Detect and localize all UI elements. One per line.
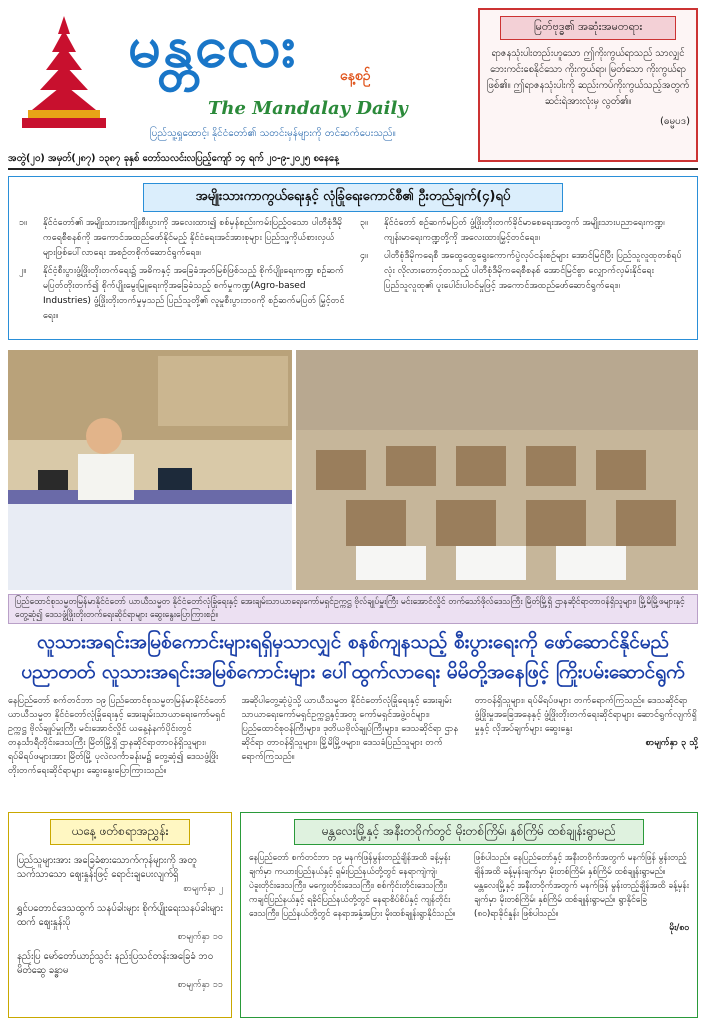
article-column: နေပြည်တော် စက်တင်ဘာ ၁၉ ပြည်ထောင်စုသမ္မတမြန်မာနိုင်ငံတော် ယာယီသမ္မတ နိုင်ငံတော်လုံခြုံရေးနှင့် အေးချမ်းသာယာရေးကော်မရှင်ဥက္ကဋ္ဌ ဗိုလ်ချုပ်မှူးကြီး မင်းအောင်လှိုင် ယနေ့နံနက်ပိုင်းတွင် တနင်္သာရီတိုင်းဒေသကြီး မြိတ်မြို့ရှိ ဌာနဆိုင်ရာတာဝန်ရှိသူများ၊ ရပ်မိရပ်ဖများအား မြိတ်မြို့ ပုလဲလင်္ကာခန်းမ၌ တွေ့ဆုံ၍ ဒေသဖွံ့ဖြိုးတိုးတက်ရေးဆိုင်ရာများ ဆွေးနွေးပြောကြားသည်။ (8, 696, 227, 776)
quote-title: မြတ်ဗုဒ္ဓ၏ အဆုံးအမတရား (500, 16, 676, 40)
weather-title: မန္တလေးမြို့နှင့် အနီးတဝိုက်တွင် မိုးတစ်ကြိမ်၊ နှစ်ကြိမ် ထစ်ချုန်းရွာမည် (294, 819, 644, 845)
divider (8, 168, 698, 170)
article-column-text: တာဝန်ရှိသူများ၊ ရပ်မိရပ်ဖများ တက်ရောက်ကြသည်။ ဒေသဆိုင်ရာဖွံ့ဖြိုးမှုအခြေအနေနှင့် ဖွံ့ဖြိုးတိုးတက်ရေးဆိုင်ရာများ ဆောင်ရွက်လျက်ရှိမှုနှင့် လိုအပ်ချက်များ ဆွေးနွေး (474, 696, 697, 734)
weather-signature: မိုး/၈၀ (669, 923, 689, 933)
index-item[interactable]: ပြည်သူများအား အခြေခံစားသောက်ကုန်များကို အတူသက်သာသော ဈေးနှုန်းဖြင့် ရောင်းချပေးလျက်ရှိ စာမျက်နှာ ၂ (17, 855, 223, 894)
main-subheadline: ပညာတတ် လူသားအရင်းအမြစ်ကောင်းများ ပေါ်ထွက်လာရေး မိမိတို့အနေဖြင့် ကြိုးပမ်းဆောင်ရွက် (21, 661, 685, 683)
weather-forecast-box (240, 812, 698, 1018)
objective-item: ၁။ နိုင်ငံတော်၏ အမျိုးသားအကျိုးစီးပွားကို အလေးထား၍ စစ်မှန်စည်းကမ်းပြည့်ဝသော ပါတီစုံဒီမိုကရေစီစနစ်ကို အကောင်အထည်ဖော်နိုင်မည့် နိုင်ငံရေးအင်အားစုများ ပြည်သူ့ကိုယ်စားလှယ်များဖြစ်ပေါ်လာရေး အစဉ်တစိုက်ဆောင်ရွက်ရေး။ (19, 218, 343, 258)
index-title: ယနေ့ ဖတ်စရာအညွှန်း (50, 819, 190, 845)
index-item[interactable]: ရွှင်ပတောင်ဒေသထွက် သနပ်ခါးများ စိုက်ပျိုးရေးသနပ်ခါးများထက် ဈေးနှုန်းပို စာမျက်နှာ ၁၀ (17, 903, 223, 942)
objective-item: ၃။ နိုင်ငံတော် စဉ်ဆက်မပြတ် ဖွံ့ဖြိုးတိုးတက်ခိုင်မာစေရေးအတွက် အမျိုးသားပညာရေးကဏ္ဍ၊ ကျန်းမာရေးကဏ္ဍတို့ကို အလေးထားမြှင့်တင်ရေး။ (360, 218, 665, 243)
objectives-box (8, 176, 698, 340)
quote-body: ရာဇနသုံးပါးတည်းဟူသော ဤကိုးကွယ်ရာသည် သာလျှင် ဘေးကင်းစေနိုင်သော ကိုးကွယ်ရာ၊ မြတ်သော ကိုးကွယ်ရာဖြစ်၏။ ဤရာဇနသုံးပါးကို ဆည်းကပ်ကိုးကွယ်သည့်အတွက် ဆင်းရဲအားလုံးမှ လွတ်၏။ (486, 48, 690, 107)
masthead-title: မန္တလေး (128, 12, 298, 80)
weather-column: ဖြစ်ပါသည်။ နေပြည်တော်နှင့် အနီးတဝိုက်အတွက် မနက်ဖြန် မွန်းတည့်ချိန်အထိ ခန့်မှန်းချက်မှာ မိုးတစ်ကြိမ်၊ နှစ်ကြိမ် ထစ်ချုန်းရွာမည်။ မန္တလေးမြို့နှင့် အနီးတဝိုက်အတွက် မနက်ဖြန် မွန်းတည့်ချိန်အထိ ခန့်မှန်းချက်မှာ မိုးတစ်ကြိမ်၊ နှစ်ကြိမ် ထစ်ချုန်းရွာမည်။ ရွာနိုင်ခြေ (၈၀)ရာခိုင်နှုန်း ဖြစ်ပါသည်။ မိုး/၈၀ (474, 853, 689, 933)
objectives-title: အမျိုးသားကာကွယ်ရေးနှင့် လုံခြုံရေးကောင်စီ၏ ဦးတည်ချက်(၄)ရပ် (143, 183, 563, 212)
index-page-number: စာမျက်နှာ ၁၁ (177, 980, 223, 990)
meeting-photo-audience (296, 350, 698, 590)
objective-item: ၂။ နိုင်ငံ့စီးပွားဖွံ့ဖြိုးတိုးတက်ရေး၌ အဓိကနှင့် အခြေခံအုတ်မြစ်ဖြစ်သည့် စိုက်ပျိုးရေးကဏ္ဍ စဉ်ဆက်မပြတ်တိုးတက်၍ စိုက်ပျိုးမွေးမြူရေးကိုအခြေခံသည့် စက်မှုကဏ္ဍ(Agro-based Industries) ဖွံ့ဖြိုးတိုးတက်မှုမှသည် ပြည်သူတို့၏ လူမှုစီးပွားဘဝကို စဉ်ဆက်မပြတ် မြှင့်တင်ရေး။ (19, 266, 345, 321)
masthead (8, 6, 468, 146)
dateline: အတွဲ(၂၀) အမှတ်(၂၈၇) ၁၃၈၇ ခုနှစ် တော်သလင်းလပြည့်ကျော် ၁၄ ရက် ၂၀-၉-၂၀၂၅ စနေနေ့ (8, 153, 339, 164)
objectives-column-left (19, 216, 346, 327)
masthead-tagline: ပြည်သူ့ရှုထောင့်၊ နိုင်ငံတော်၏ သတင်းမှန်များကို တင်ဆက်ပေးသည်။ (150, 128, 396, 139)
masthead-subtitle: နေ့စဉ် (340, 68, 371, 84)
main-article (8, 694, 698, 806)
buddha-teaching-box (478, 8, 698, 162)
masthead-english-name: The Mandalay Daily (208, 98, 408, 119)
quote-reference: (ဓမ္မပဒ) (659, 116, 690, 127)
index-item[interactable]: နည်းပြ မော်တော်ယာဉ်သွင်း နည်းပြသင်တန်းအခြေခံ ဘဝမိတ်ဆွေ ခန္ဓာမ စာမျက်နှာ ၁၁ (17, 951, 223, 990)
article-column (475, 694, 698, 806)
main-headline: လူသားအရင်းအမြစ်ကောင်းများရရှိမှသာလျှင် စနစ်ကျနသည့် စီးပွားရေးကို ဖော်ဆောင်နိုင်မည် (37, 631, 669, 653)
index-page-number: စာမျက်နှာ ၂ (183, 884, 223, 894)
objective-item: ၄။ ပါတီစုံဒီမိုကရေစီ အထွေထွေရွေးကောက်ပွဲလုပ်ငန်းစဉ်များ အောင်မြင်ပြီး ပြည်သူလူထုတစ်ရပ်လုံး လိုလားတောင့်တသည့် ပါတီစုံဒီမိုကရေစီစနစ် အောင်မြင်စွာ လျှောက်လှမ်းနိုင်ရေး ပြည်သူလူထု၏ ပူးပေါင်းပါဝင်မှုဖြင့် အကောင်အထည်ဖော်ဆောင်ရွက်ရေး။ (360, 251, 682, 291)
reading-index-box (8, 812, 232, 1018)
index-page-number: စာမျက်နှာ ၁၀ (177, 932, 223, 942)
continued-link[interactable]: စာမျက်နှာ ၃ သို့ (645, 738, 698, 748)
weather-column: နေပြည်တော် စက်တင်ဘာ ၁၉ မနက်ဖြန်မွန်းတည့်ချိန်အထိ ခန့်မှန်းချက်မှာ ကယားပြည်နယ်နှင့် ရှမ်းပြည်နယ်တို့တွင် နေရာကျဲကျဲ၊ ပဲခူးတိုင်းဒေသကြီး၊ မကွေးတိုင်းဒေသကြီး၊ စစ်ကိုင်းတိုင်းဒေသကြီး၊ ကချင်ပြည်နယ်နှင့် ရခိုင်ပြည်နယ်တို့တွင် နေရာစိပ်စိပ်နှင့် ကျန်တိုင်းဒေသကြီး၊ ပြည်နယ်တို့တွင် နေရာအနှံ့အပြား မိုးထစ်ချုန်းရွာနိုင်သည်။ (249, 853, 456, 919)
palace-logo-icon (18, 12, 110, 132)
article-column: အဆိုပါတွေ့ဆုံပွဲသို့ ယာယီသမ္မတ နိုင်ငံတော်လုံခြုံရေးနှင့် အေးချမ်းသာယာရေးကော်မရှင်ဥက္ကဋ္ဌနှင့်အတူ ကော်မရှင်အဖွဲ့ဝင်များ၊ ပြည်ထောင်စုဝန်ကြီးများ၊ ဒုတိယဗိုလ်ချုပ်ကြီးများ၊ ဒေသဆိုင်ရာ ဌာနဆိုင်ရာ တာဝန်ရှိသူများ၊ မြို့မိမြို့ဖများ၊ ဒေသခံပြည်သူများ တက်ရောက်ကြသည်။ (241, 696, 458, 762)
photo-caption: ပြည်ထောင်စုသမ္မတမြန်မာနိုင်ငံတော် ယာယီသမ္မတ နိုင်ငံတော်လုံခြုံရေးနှင့် အေးချမ်းသာယာရေးကော်မရှင်ဥက္ကဋ္ဌ ဗိုလ်ချုပ်မှူးကြီး မင်းအောင်လှိုင် တက်သော်ဖိုလ်ဒေသကြီး မြိတ်မြို့ရှိ ဌာနဆိုင်ရာတာဝန်ရှိသူများ၊ မြို့မိမြို့ဖများနှင့် တွေ့ဆုံ၍ ဒေသဖွံ့ဖြိုးတိုးတက်ရေးဆိုင်ရာများ ဆွေးနွေးပြောကြားစဉ်။ (8, 594, 698, 624)
objectives-column-right (360, 216, 687, 327)
meeting-photo-speaker (8, 350, 292, 590)
